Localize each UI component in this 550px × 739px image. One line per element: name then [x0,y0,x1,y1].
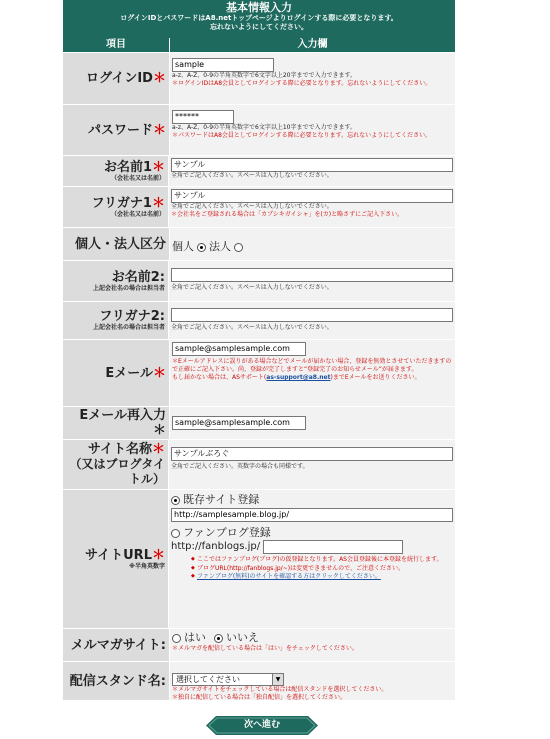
delivery-warning-1: ＊メルマガサイトをチェックしている場合は配信スタンドを選択してください。 [172,686,388,693]
email-label: Eメール [105,365,153,381]
next-button-label: 次へ進む [243,720,280,730]
email-confirm-label: Eメール再入力 [79,408,166,423]
delivery-warning-2: ＊独自に配信している場合は「独自配信」を選択してください。 [172,694,347,701]
mailmag-yes-label: はい [184,631,206,644]
value-cell [169,187,455,227]
entity-option-individual-radio[interactable] [197,243,206,252]
furigana1-warning: ＊会社名をご登録される場合は「カブシキガイシャ」を(カ)と略さずにご記入下さい。 [171,211,404,218]
site-existing-label: 既存サイト登録 [183,493,260,506]
password-label: パスワード [87,122,153,138]
delivery-selected: 選択してください [176,675,240,684]
row-name1 [63,155,455,186]
email-support-note [172,374,453,382]
furigana1-label: フリガナ1 [91,195,152,211]
login-id-note: a-z、A-Z、0-9の半角英数字で6文字以上20字までで入力できます。 [172,72,357,79]
login-id-warning: ＊ログインIDはA8会員としてログインする際に必要となります。忘れないようにしてください。 [172,80,432,87]
name1-label: お名前1 [103,159,152,175]
required-mark: ＊ [152,365,166,381]
name2-sublabel: 上記会社名の場合は担当者 [92,284,165,292]
password-warning: ＊パスワードはA8会員としてログインする際に必要となります。忘れないようにしてください。 [172,132,432,139]
value-cell [170,629,455,661]
login-id-input[interactable]: sample [172,58,274,72]
label-cell [63,490,168,628]
fanblog-note-1: ◆ ここではファンブログ(ブログ)の仮登録となります。AS会員登録後に本登録を続行します。 [191,556,453,564]
column-item: 項目 [63,38,169,52]
email-input[interactable]: sample@samplesample.com [172,342,306,356]
label-cell [63,105,169,155]
fanblog-url-prefix: http://fanblogs.jp/ [171,541,261,552]
label-cell [63,228,169,260]
furigana1-sublabel: （会社名又は名前） [110,210,165,218]
label-cell [63,156,168,186]
value-cell [169,440,455,489]
site-existing-radio[interactable] [171,496,180,505]
mailmag-radios [172,631,453,645]
email-warning: ＊Eメールアドレスに誤りがある場合などでメールが届かない場合、登録を無効とさせていただきますので正確にご記入下さい。尚、登録が完了しますと“登録完了のお知らせメール”が届きます。 [172,358,452,373]
mailmag-warning: ＊メルマガを配信している場合は「はい」をチェックしてください。 [172,645,358,652]
required-mark: ＊ [151,442,165,457]
value-cell [170,662,455,700]
fanblog-url-line [171,540,453,554]
entity-option-individual-label: 個人 [172,240,194,253]
row-furigana2 [63,301,455,339]
label-cell [63,53,169,104]
required-mark: ＊ [151,159,165,175]
site-name-sublabel: （又はブログタイトル） [69,457,165,486]
label-cell [63,662,169,700]
entity-option-corporate-radio[interactable] [234,243,243,252]
mailmag-label: メルマガサイト: [70,637,166,653]
row-mailmag [63,628,455,661]
fanblog-note-2: ◆ ブログURL(http://fanblogs.jp/~)は変更できませんので、ご注意ください。 [191,565,453,573]
required-mark: ＊ [152,423,166,438]
email-confirm-input[interactable]: sample@samplesample.com [172,416,306,430]
mailmag-yes-radio[interactable] [172,634,181,643]
site-fanblog-option [171,526,453,540]
site-name-note: 全角でご記入ください。英数字の場合も同様です。 [171,463,309,470]
site-fanblog-radio[interactable] [171,529,180,538]
fanblog-input[interactable] [263,540,403,554]
delivery-label: 配信スタンド名: [69,673,166,689]
entity-type-radios [172,240,246,254]
password-note: a-z、A-Z、0-9の半角英数字で6文字以上10字までで入力できます。 [172,124,357,131]
furigana2-input[interactable] [171,308,453,322]
row-site-name [63,439,455,489]
value-cell [170,105,455,155]
label-cell [63,440,168,489]
label-cell [63,261,168,301]
registration-form [63,0,455,700]
value-cell [169,156,455,186]
value-cell [170,53,455,104]
required-mark: ＊ [152,122,166,138]
label-cell [63,187,168,227]
name2-input[interactable] [171,268,453,282]
furigana1-note: 全角でご記入ください。スペースは入力しないでください。 [171,203,333,210]
value-cell [169,302,455,339]
row-name2 [63,260,455,301]
name2-note: 全角でご記入ください。スペースは入力しないでください。 [171,284,333,291]
entity-option-corporate-label: 法人 [209,240,231,253]
form-header [63,0,455,38]
label-cell [63,340,169,406]
name2-label: お名前2: [111,269,165,285]
login-id-label: ログインID [86,71,153,86]
header-line2: 忘れないようにしてください。 [210,23,308,31]
site-name-label: サイト名称 [87,442,152,457]
required-mark: ＊ [151,547,165,563]
value-cell [169,261,455,301]
site-url-input[interactable]: http://samplesample.blog.jp/ [171,508,453,522]
mailmag-no-label: いいえ [226,631,259,644]
email-support-text-b: )までEメールをお送りください。 [330,374,421,381]
support-email-link[interactable]: as-support@a8.net [266,374,331,381]
value-cell [170,407,455,439]
row-login-id [63,52,455,104]
form-title: 基本情報入力 [226,1,292,14]
label-cell [63,302,168,339]
name1-sublabel: （会社名又は名前） [110,174,165,182]
header-line1: ログインIDとパスワードはA8.netトップページよりログインする際に必要となります。 [120,14,398,22]
name1-input[interactable]: サンプル [171,158,453,172]
site-fanblog-label: ファンブログ登録 [183,526,271,539]
label-cell [63,407,169,439]
row-password [63,104,455,155]
row-email-confirm [63,406,455,439]
row-delivery [63,661,455,700]
next-button[interactable] [206,716,318,735]
row-entity-type [63,227,455,260]
site-name-input[interactable]: サンプルぶろぐ [171,447,453,461]
email-support-text-a: もし届かない場合は、ASサポート( [172,374,267,381]
value-cell [170,340,455,406]
furigana2-sublabel: 上記会社名の場合は担当者 [92,324,165,331]
mailmag-no-radio[interactable] [214,634,223,643]
value-cell [170,228,455,260]
entity-type-label: 個人・法人区分 [74,236,166,252]
row-email [63,339,455,406]
required-mark: ＊ [151,195,165,211]
value-cell [169,490,455,628]
furigana2-note: 全角でご記入ください。スペースは入力しないでください。 [171,324,333,331]
site-existing-option [171,493,453,507]
password-input[interactable]: ****** [172,110,234,124]
site-url-label: サイトURL [85,547,152,563]
required-mark: ＊ [152,71,166,86]
furigana1-input[interactable]: サンプル [171,189,453,203]
column-input: 入力欄 [170,38,455,52]
label-cell [63,629,169,661]
row-furigana1 [63,186,455,227]
name1-note: 全角でご記入ください。スペースは入力しないでください。 [171,172,333,179]
fanblog-check-link[interactable]: ◆ ファンブログ(無料)のサイトを確認する方はクリックしてください。 [191,573,453,581]
site-url-sublabel: ※半角英数字 [129,562,165,570]
delivery-select[interactable] [172,673,284,686]
chevron-down-icon: ▼ [272,674,283,685]
row-site-url [63,489,455,628]
furigana2-label: フリガナ2: [99,309,165,324]
fanblog-notes [191,556,453,581]
column-header [63,38,455,52]
